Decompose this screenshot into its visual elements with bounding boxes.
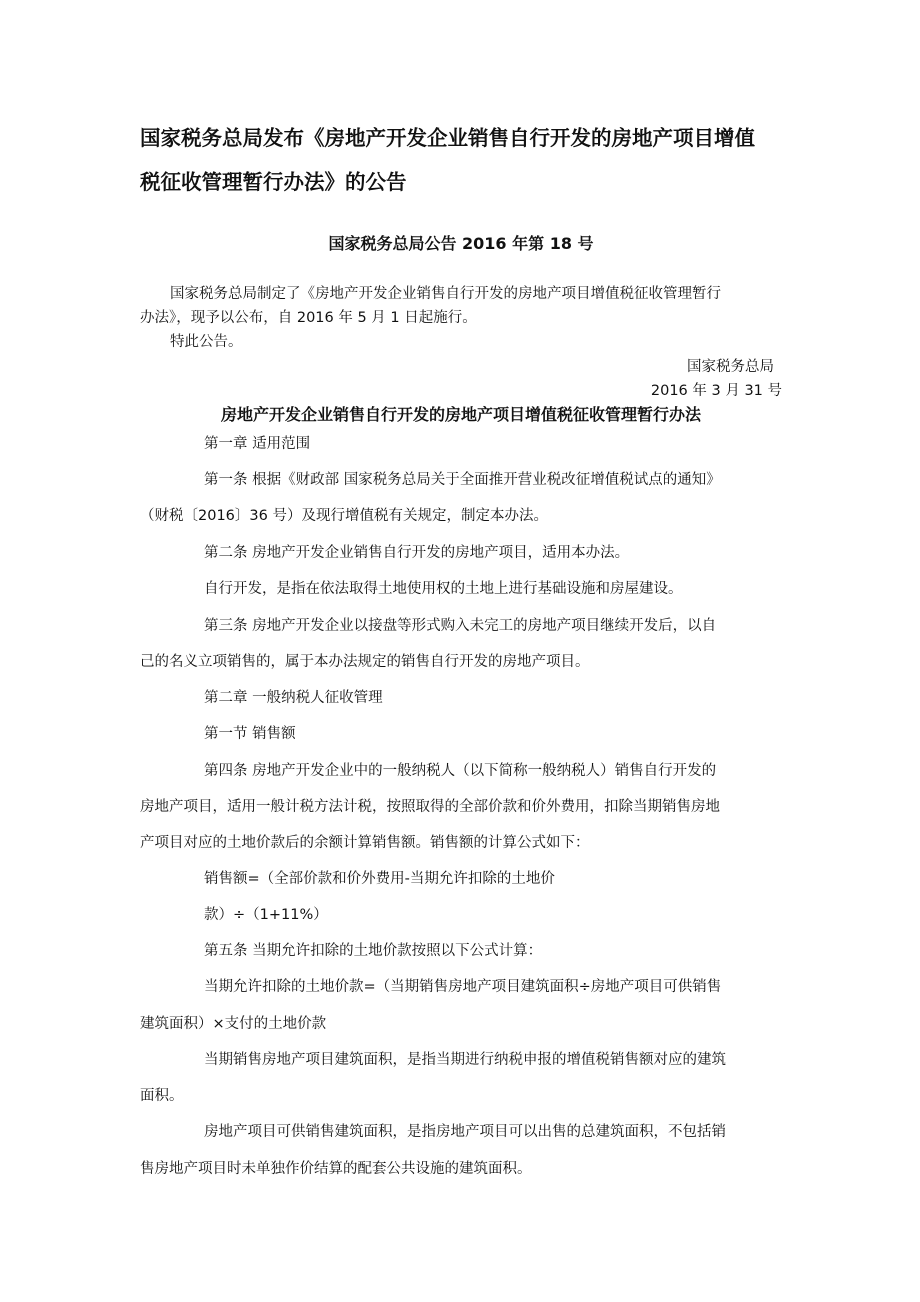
article-1-line-1: 第一条 根据《财政部 国家税务总局关于全面推开营业税改征增值税试点的通知》	[204, 472, 721, 488]
issue-date: 2016 年 3 月 31 号	[650, 383, 782, 399]
measures-title: 房地产开发企业销售自行开发的房地产项目增值税征收管理暂行办法	[220, 405, 701, 424]
article-5: 第五条 当期允许扣除的土地价款按照以下公式计算：	[204, 943, 543, 959]
chapter-2-heading: 第二章 一般纳税人征收管理	[204, 690, 383, 706]
document-title	[140, 116, 790, 204]
issuer-signature: 国家税务总局	[687, 359, 774, 375]
title-line-2: 税征收管理暂行办法》的公告	[140, 170, 407, 194]
article-4-line-2: 房地产项目，适用一般计税方法计税，按照取得的全部价款和价外费用，扣除当期销售房地	[140, 799, 720, 815]
formula-1-line-2: 款）÷（1+11%）	[204, 907, 328, 923]
article-3-line-1: 第三条 房地产开发企业以接盘等形式购入未完工的房地产项目继续开发后，以自	[204, 618, 717, 634]
formula-2-line-2: 建筑面积）×支付的土地价款	[140, 1016, 327, 1032]
definition-2-line-2: 售房地产项目时未单独作价结算的配套公共设施的建筑面积。	[140, 1161, 532, 1177]
definition-1-line-2: 面积。	[140, 1088, 184, 1104]
title-line-1: 国家税务总局发布《房地产开发企业销售自行开发的房地产项目增值	[140, 126, 755, 150]
intro-line-1: 国家税务总局制定了《房地产开发企业销售自行开发的房地产项目增值税征收管理暂行	[170, 286, 721, 302]
formula-2-line-1: 当期允许扣除的土地价款=（当期销售房地产项目建筑面积÷房地产项目可供销售	[204, 979, 722, 995]
intro-line-2: 办法》，现予以公布，自 2016 年 5 月 1 日起施行。	[140, 310, 477, 326]
definition-2-line-1: 房地产项目可供销售建筑面积，是指房地产项目可以出售的总建筑面积，不包括销	[204, 1124, 726, 1140]
article-4-line-1: 第四条 房地产开发企业中的一般纳税人（以下简称一般纳税人）销售自行开发的	[204, 763, 717, 779]
article-3-line-2: 己的名义立项销售的，属于本办法规定的销售自行开发的房地产项目。	[140, 654, 590, 670]
definition-1-line-1: 当期销售房地产项目建筑面积，是指当期进行纳税申报的增值税销售额对应的建筑	[204, 1052, 726, 1068]
article-1-line-2: （财税〔2016〕36 号）及现行增值税有关规定，制定本办法。	[140, 508, 548, 524]
notice-text: 特此公告。	[170, 334, 243, 350]
article-4-line-3: 产项目对应的土地价款后的余额计算销售额。销售额的计算公式如下：	[140, 835, 590, 851]
announcement-number: 国家税务总局公告 2016 年第 18 号	[328, 234, 594, 253]
chapter-1-heading: 第一章 适用范围	[204, 436, 311, 452]
formula-1-line-1: 销售额=（全部价款和价外费用-当期允许扣除的土地价	[204, 871, 555, 887]
article-2: 第二条 房地产开发企业销售自行开发的房地产项目，适用本办法。	[204, 545, 630, 561]
section-1-heading: 第一节 销售额	[204, 726, 296, 742]
self-development-definition: 自行开发，是指在依法取得土地使用权的土地上进行基础设施和房屋建设。	[204, 581, 683, 597]
